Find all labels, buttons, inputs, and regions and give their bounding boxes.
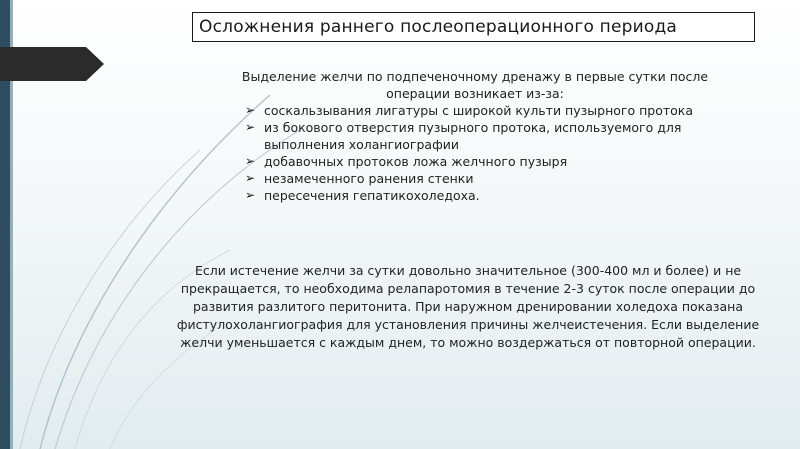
list-item-text: пересечения гепатикохоледоха.: [264, 188, 480, 203]
arrowhead-bullet-icon: ➢: [245, 103, 256, 117]
arrowhead-bullet-icon: ➢: [245, 171, 256, 185]
list-item: [240, 102, 734, 119]
arrowhead-bullet-icon: ➢: [245, 154, 256, 168]
list-item: [240, 153, 734, 170]
list-item: [240, 119, 734, 153]
causes-intro: Выделение желчи по подпеченочному дренажу в первые сутки после операции возникает из-за:: [241, 69, 709, 101]
list-item: [240, 170, 734, 187]
arrowhead-bullet-icon: ➢: [245, 120, 256, 134]
treatment-paragraph: Если истечение желчи за сутки довольно значительное (300-400 мл и более) и не прекращается, то необходима релапаротомия в течение 2-3 суток после операции до развития разлитого перитонита. При наружном дренировании холедоха показана фистулохолангиография для установления причины желчеистечения. Если выделение желчи уменьшается с каждым днем, то можно воздержаться от повторной операции.: [176, 263, 760, 350]
causes-list: [240, 102, 740, 204]
list-item-text: из бокового отверстия пузырного протока, используемого для выполнения холангиографии: [264, 120, 682, 152]
list-item: [240, 187, 734, 204]
list-item-text: незамеченного ранения стенки: [264, 171, 474, 186]
list-item-text: соскальзывания лигатуры с широкой культи пузырного протока: [264, 103, 693, 118]
list-item-text: добавочных протоков ложа желчного пузыря: [264, 154, 568, 169]
title-box: [192, 12, 755, 42]
slide-title: Осложнения раннего послеоперационного периода: [199, 17, 678, 37]
arrow-tab-icon: [0, 47, 104, 81]
arrowhead-bullet-icon: ➢: [245, 188, 256, 202]
causes-block: [240, 68, 740, 204]
